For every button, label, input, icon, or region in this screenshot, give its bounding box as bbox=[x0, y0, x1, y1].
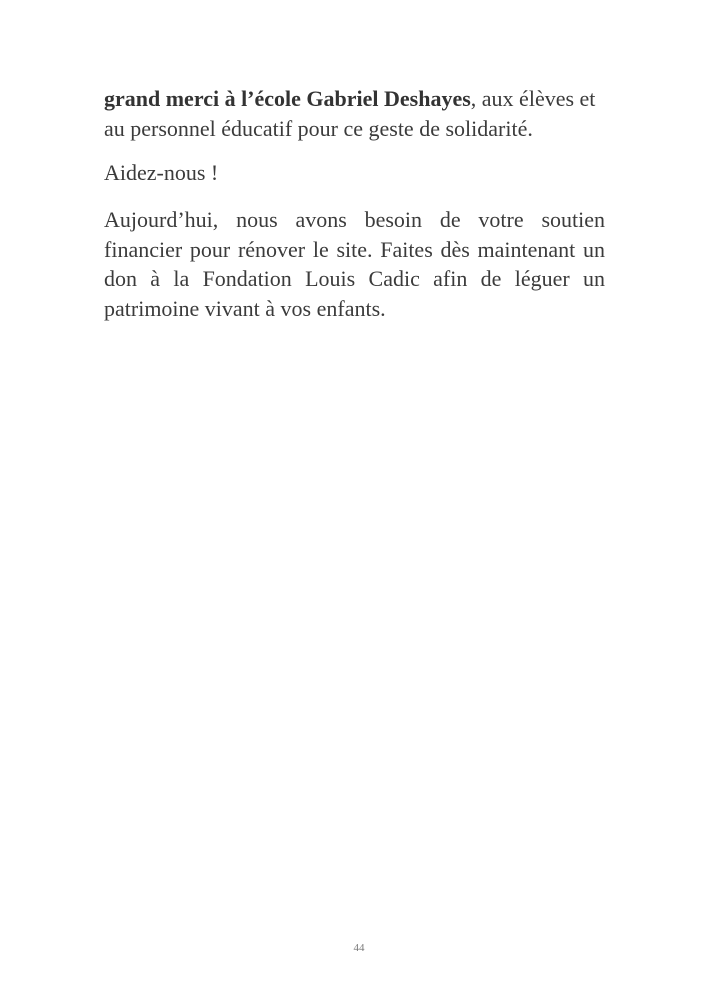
paragraph-call-to-help bbox=[104, 158, 605, 188]
paragraph-thanks bbox=[104, 84, 605, 143]
call-to-help-text: Aidez-nous ! bbox=[104, 160, 219, 185]
school-name-bold: grand merci à l’école Gabriel Deshayes bbox=[104, 86, 471, 111]
paragraph-thanks-text: , aux élèves et au personnel éducatif pour ce geste de solidarité. bbox=[104, 86, 596, 141]
donation-appeal-text: Aujourd’hui, nous avons besoin de votre soutien financier pour rénover le site. Faites dès maintenant un don à la Fondation Louis Cadic afin de léguer un patrimoine vivant à vos enfants. bbox=[104, 207, 605, 321]
paragraph-donation-appeal bbox=[104, 205, 605, 323]
page-number: 44 bbox=[353, 942, 365, 954]
